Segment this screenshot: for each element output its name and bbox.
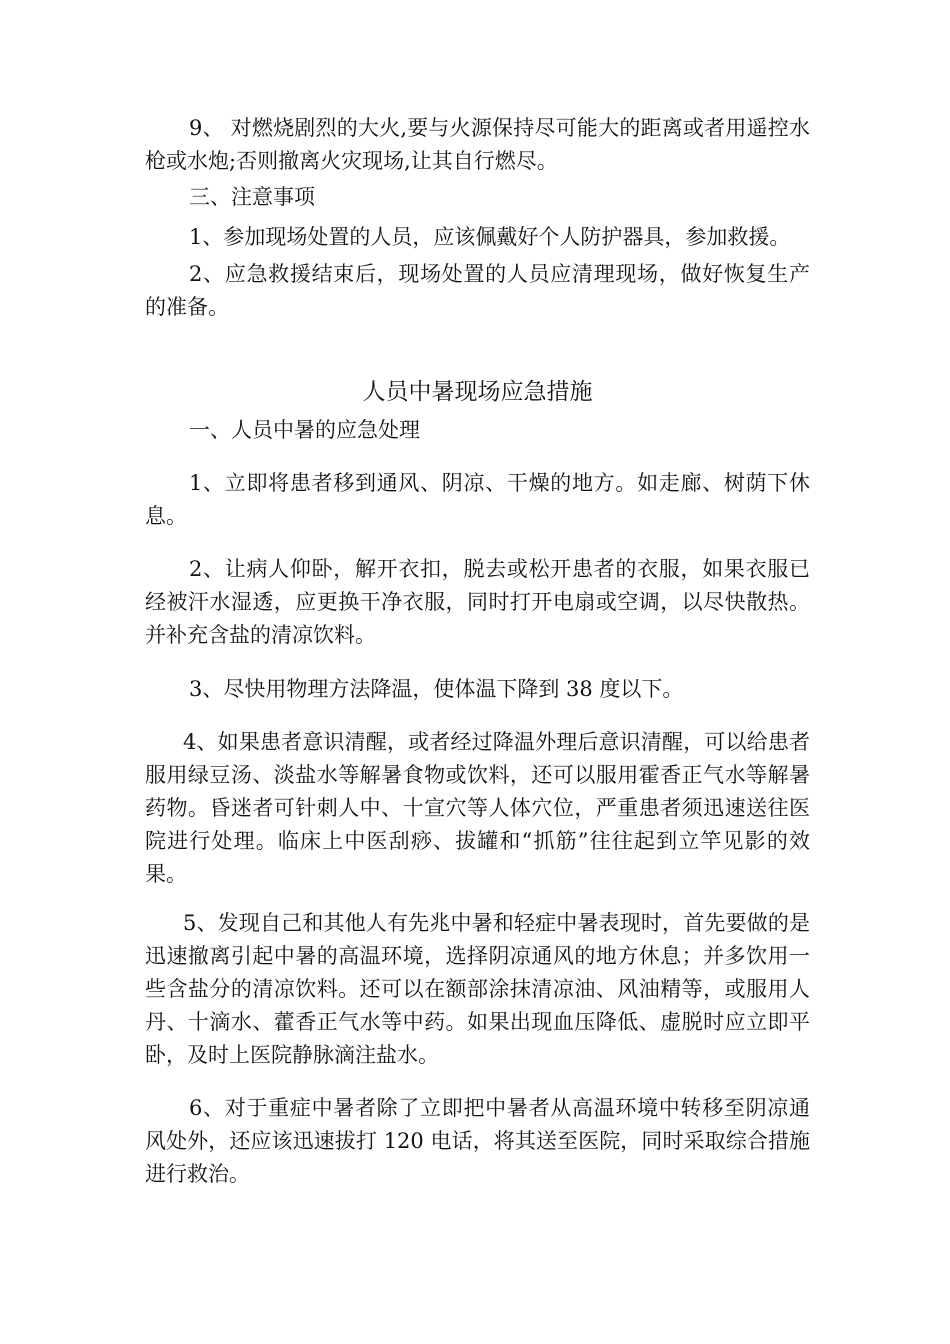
heatstroke-step-2: 2、让病人仰卧，解开衣扣，脱去或松开患者的衣服，如果衣服已经被汗水湿透，应更换干净衣服，同时打开电扇或空调，以尽快散热。并补充含盐的清凉饮料。 (145, 557, 810, 647)
heatstroke-step-6: 6、对于重症中暑者除了立即把中暑者从高温环境中转移至阴凉通风处外，还应该迅速拔打 120 电话，将其送至医院，同时采取综合措施进行救治。 (145, 1096, 810, 1186)
heatstroke-step-3: 3、尽快用物理方法降温，使体温下降到 38 度以下。 (189, 677, 684, 701)
section-heading-heatstroke: 一、人员中暑的应急处理 (189, 418, 420, 442)
precaution-item-2: 2、应急救援结束后，现场处置的人员应清理现场，做好恢复生产的准备。 (145, 262, 810, 319)
heatstroke-title: 人员中暑现场应急措施 (362, 379, 593, 405)
precaution-item-1: 1、参加现场处置的人员，应该佩戴好个人防护器具，参加救援。 (189, 225, 791, 249)
heatstroke-step-1: 1、立即将患者移到通风、阴凉、干燥的地方。如走廊、树荫下休息。 (145, 471, 810, 528)
fire-item-9: 9、 对燃烧剧烈的大火,要与火源保持尽可能大的距离或者用遥控水枪或水炮;否则撤离火灾现场,让其自行燃尽。 (145, 116, 810, 173)
heatstroke-step-5: 5、发现自己和其他人有先兆中暑和轻症中暑表现时，首先要做的是迅速撤离引起中暑的高温环境，选择阴凉通风的地方休息；并多饮用一些含盐分的清凉饮料。还可以在额部涂抹清凉油、风油精等，或服用人丹、十滴水、藿香正气水等中药。如果出现血压降低、虚脱时应立即平卧，及时上医院静脉滴注盐水。 (145, 911, 810, 1067)
section-heading-precautions: 三、注意事项 (189, 185, 315, 209)
heatstroke-step-4: 4、如果患者意识清醒，或者经过降温外理后意识清醒，可以给患者服用绿豆汤、淡盐水等解暑食物或饮料，还可以服用霍香正气水等解暑药物。昏迷者可针刺人中、十宣穴等人体穴位，严重患者须迅速送往医院进行处理。临床上中医刮痧、拔罐和“抓筋”往往起到立竿见影的效果。 (145, 730, 810, 886)
